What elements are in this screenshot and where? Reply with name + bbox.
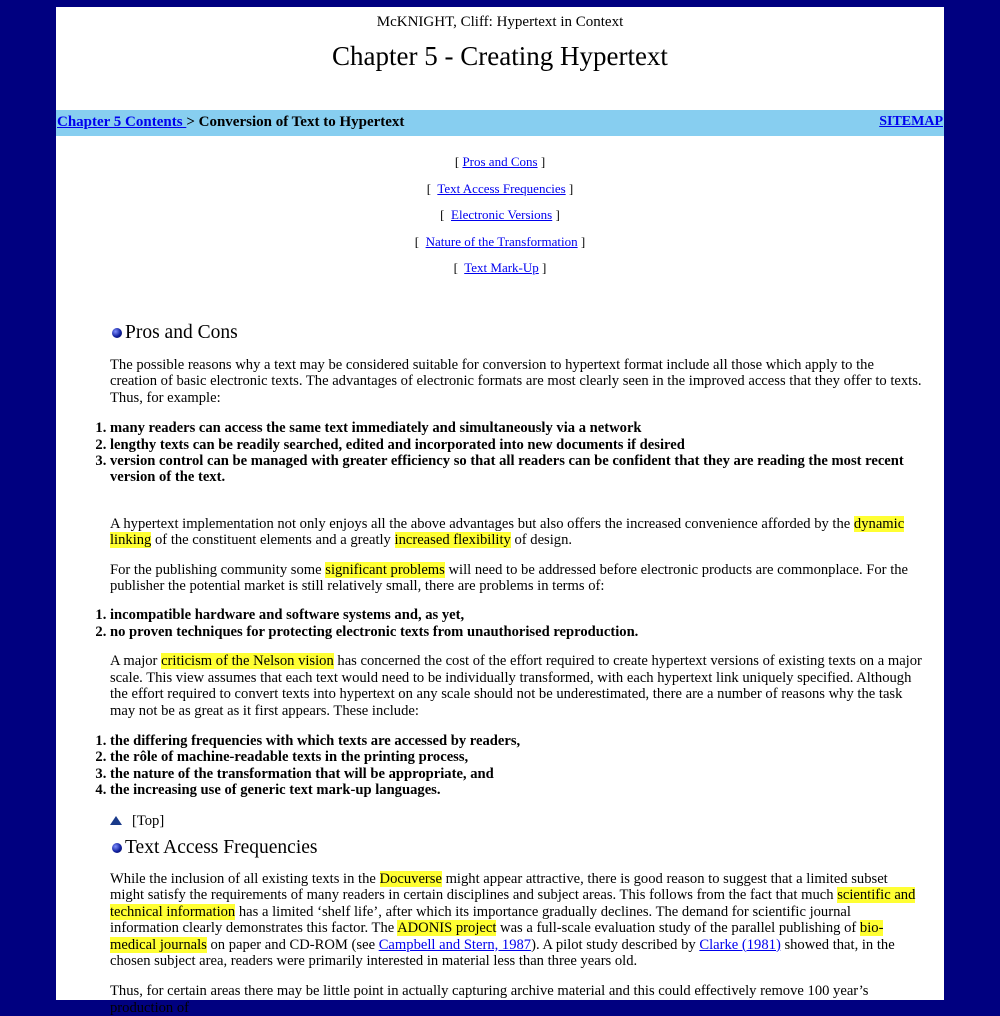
section-heading-text: Pros and Cons xyxy=(125,322,238,343)
toc-link-nature[interactable]: Nature of the Transformation xyxy=(425,233,578,249)
list-item: 3. version control can be managed with greater efficiency so that all readers can be confident that they are reading the most recent version of the text. xyxy=(110,453,922,486)
toc-link-pros-cons[interactable]: Pros and Cons xyxy=(462,154,538,169)
toc-item: [ Nature of the Transformation ] xyxy=(414,233,586,249)
main-content xyxy=(110,320,922,1016)
highlight: Docuverse xyxy=(379,870,442,887)
highlight: criticism of the Nelson vision xyxy=(161,653,334,670)
chapter-title: Chapter 5 - Creating Hypertext xyxy=(332,41,668,71)
page xyxy=(56,7,944,1016)
breadcrumb xyxy=(57,114,404,131)
toc-item: [ Text Access Frequencies ] xyxy=(426,180,574,196)
list-item: 2. the rôle of machine-readable texts in the printing process, xyxy=(110,749,922,765)
highlight: bio-medical journals xyxy=(110,920,884,953)
paragraph: The possible reasons why a text may be considered suitable for conversion to hypertext format include all those which apply to the creation of basic electronic texts. The advantages of electronic formats are most clearly seen in the improved access that they offer to texts. Thus, for example: xyxy=(110,357,922,406)
paragraph: For the publishing community some significant problems will need to be addressed before electronic products are commonplace. For the publisher the potential market is still relatively small, there are problems in terms of: xyxy=(110,561,909,595)
paragraph: Thus, for certain areas there may be little point in actually capturing archive material and this could effectively remove 100 year’s production of xyxy=(110,983,869,1016)
toc-link-markup[interactable]: Text Mark-Up xyxy=(464,260,539,275)
toc-item: [ Text Mark-Up ] xyxy=(453,260,547,275)
list-item: 3. the nature of the transformation that will be appropriate, and xyxy=(110,766,922,782)
section-heading xyxy=(110,320,922,346)
toc-item: [ Pros and Cons ] xyxy=(454,154,546,169)
toc-link-electronic[interactable]: Electronic Versions xyxy=(451,207,553,222)
highlight: significant problems xyxy=(325,561,445,578)
back-to-top[interactable] xyxy=(110,813,922,829)
bullet-icon xyxy=(112,843,122,853)
paragraph: While the inclusion of all existing texts in the Docuverse might appear attractive, there is good reason to suggest that a limited subset might satisfy the requirements of many readers in certain disciplines and subject areas. This follows from the fact that much scientific and technical information has a limited ‘shelf life’, after which its importance gradually declines. The demand for scientific journal information clearly demonstrates this factor. The ADONIS project was a full-scale evaluation study of the parallel publishing of bio-medical journals on paper and CD-ROM (see Campbell and Stern, 1987). A pilot study described by Clarke (1981) showed that, in the chosen subject area, readers were primarily interested in material less than three years old. xyxy=(110,870,916,969)
navbar xyxy=(56,110,944,136)
bullet-icon xyxy=(112,328,122,338)
chapter-contents-link[interactable]: Chapter 5 Contents xyxy=(57,114,187,130)
list-item: 4. the increasing use of generic text mark-up languages. xyxy=(110,782,922,798)
highlight: increased flexibility xyxy=(394,532,511,549)
section-heading-text: Text Access Frequencies xyxy=(125,836,318,858)
section-heading xyxy=(110,835,922,861)
highlight: scientific and technical information xyxy=(110,887,916,920)
highlight: dynamic linking xyxy=(110,515,905,549)
running-head: McKNIGHT, Cliff: Hypertext in Context xyxy=(376,14,624,30)
reasons-list xyxy=(110,733,922,799)
advantages-list xyxy=(110,420,922,486)
paragraph: A major criticism of the Nelson vision has concerned the cost of the effort required to create hypertext versions of existing texts on a major scale. This view assumes that each text would need to be individually transformed, with each hypertext link uniquely specified. Although the effort required to convert texts into hypertext on any scale should not be underestimated, there are a number of reasons why the task may not be as great as it first appears. These include: xyxy=(110,653,922,719)
citation-link[interactable]: Campbell and Stern, 1987 xyxy=(378,936,532,953)
list-item: 2. no proven techniques for protecting electronic texts from unauthorised reproduction. xyxy=(110,624,922,640)
citation-link[interactable]: Clarke (1981) xyxy=(699,936,781,953)
toc-link-access[interactable]: Text Access Frequencies xyxy=(437,180,566,196)
sitemap-link[interactable]: SITEMAP xyxy=(879,114,943,129)
toc-item: [ Electronic Versions ] xyxy=(440,207,560,222)
breadcrumb-current: > Conversion of Text to Hypertext xyxy=(186,114,405,130)
problems-list xyxy=(110,607,922,640)
top-link-label[interactable]: [Top] xyxy=(132,812,165,829)
list-item: 2. lengthy texts can be readily searched, edited and incorporated into new documents if desired xyxy=(110,437,922,453)
up-arrow-icon xyxy=(110,816,122,825)
highlight: ADONIS project xyxy=(397,920,497,937)
paragraph: A hypertext implementation not only enjoys all the above advantages but also offers the increased convenience afforded by the dynamic linking of the constituent elements and a greatly increased flexibility of design. xyxy=(110,515,905,549)
list-item: 1. the differing frequencies with which texts are accessed by readers, xyxy=(110,733,922,749)
list-item: 1. many readers can access the same text immediately and simultaneously via a network xyxy=(110,420,922,436)
list-item: 1. incompatible hardware and software systems and, as yet, xyxy=(110,607,922,623)
section-toc xyxy=(56,154,944,287)
